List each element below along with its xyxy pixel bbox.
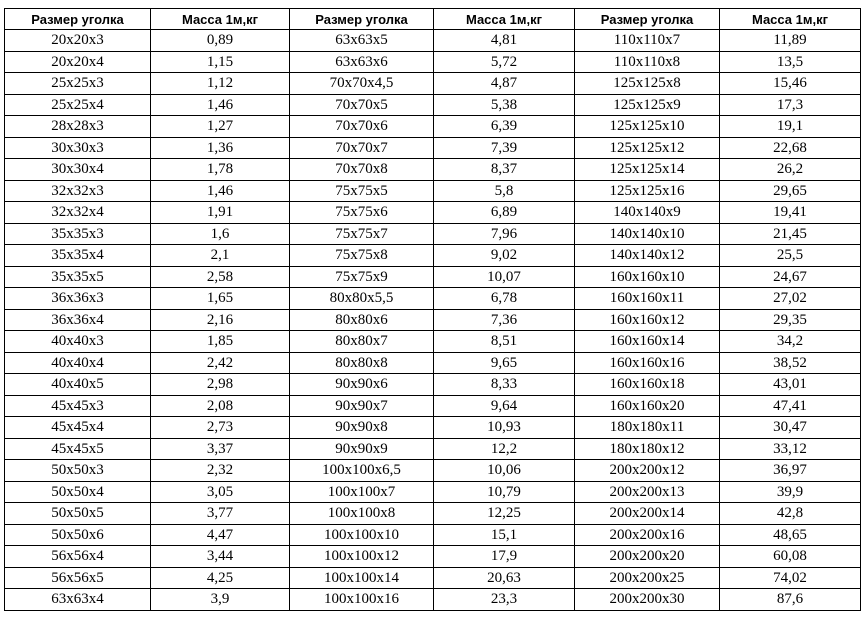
cell-mass-3: 27,02	[720, 288, 861, 310]
cell-size-1: 25x25x4	[5, 94, 151, 116]
cell-mass-2: 5,8	[434, 180, 575, 202]
cell-size-1: 35x35x4	[5, 245, 151, 267]
table-row	[5, 180, 861, 202]
cell-mass-1: 3,9	[151, 589, 290, 611]
cell-mass-3: 21,45	[720, 223, 861, 245]
cell-size-2: 70x70x7	[290, 137, 434, 159]
cell-mass-2: 7,96	[434, 223, 575, 245]
cell-mass-2: 17,9	[434, 546, 575, 568]
cell-size-1: 28x28x3	[5, 116, 151, 138]
cell-mass-2: 8,33	[434, 374, 575, 396]
cell-size-3: 160x160x20	[575, 395, 720, 417]
table-row	[5, 73, 861, 95]
cell-mass-3: 38,52	[720, 352, 861, 374]
cell-size-1: 50x50x3	[5, 460, 151, 482]
cell-mass-2: 9,64	[434, 395, 575, 417]
cell-mass-1: 4,47	[151, 524, 290, 546]
cell-size-2: 75x75x8	[290, 245, 434, 267]
cell-mass-2: 6,89	[434, 202, 575, 224]
table-row	[5, 503, 861, 525]
cell-mass-3: 15,46	[720, 73, 861, 95]
cell-mass-1: 3,77	[151, 503, 290, 525]
table-row	[5, 266, 861, 288]
cell-size-3: 125x125x12	[575, 137, 720, 159]
table-row	[5, 438, 861, 460]
cell-mass-2: 9,02	[434, 245, 575, 267]
cell-size-2: 70x70x5	[290, 94, 434, 116]
cell-mass-1: 0,89	[151, 30, 290, 52]
cell-mass-3: 17,3	[720, 94, 861, 116]
cell-mass-3: 42,8	[720, 503, 861, 525]
cell-size-3: 140x140x9	[575, 202, 720, 224]
cell-size-2: 80x80x6	[290, 309, 434, 331]
cell-size-2: 80x80x5,5	[290, 288, 434, 310]
cell-size-2: 70x70x4,5	[290, 73, 434, 95]
table-row	[5, 202, 861, 224]
cell-mass-1: 2,1	[151, 245, 290, 267]
cell-size-1: 50x50x4	[5, 481, 151, 503]
header-size-1: Размер уголка	[5, 9, 151, 30]
cell-size-2: 100x100x10	[290, 524, 434, 546]
table-row	[5, 524, 861, 546]
table-row	[5, 567, 861, 589]
cell-size-1: 40x40x4	[5, 352, 151, 374]
cell-size-2: 100x100x8	[290, 503, 434, 525]
cell-mass-1: 2,73	[151, 417, 290, 439]
cell-size-2: 80x80x8	[290, 352, 434, 374]
cell-mass-1: 1,46	[151, 180, 290, 202]
cell-size-2: 75x75x7	[290, 223, 434, 245]
cell-mass-2: 10,79	[434, 481, 575, 503]
cell-size-3: 125x125x14	[575, 159, 720, 181]
table-row	[5, 417, 861, 439]
cell-size-1: 32x32x4	[5, 202, 151, 224]
cell-mass-1: 2,32	[151, 460, 290, 482]
cell-size-3: 200x200x14	[575, 503, 720, 525]
table-row	[5, 589, 861, 611]
cell-mass-3: 39,9	[720, 481, 861, 503]
cell-mass-1: 3,05	[151, 481, 290, 503]
cell-mass-3: 24,67	[720, 266, 861, 288]
cell-size-3: 110x110x7	[575, 30, 720, 52]
table-row	[5, 460, 861, 482]
cell-size-3: 125x125x16	[575, 180, 720, 202]
cell-size-2: 100x100x12	[290, 546, 434, 568]
cell-size-3: 140x140x10	[575, 223, 720, 245]
cell-size-1: 45x45x4	[5, 417, 151, 439]
cell-mass-2: 5,38	[434, 94, 575, 116]
cell-size-1: 25x25x3	[5, 73, 151, 95]
cell-size-1: 63x63x4	[5, 589, 151, 611]
cell-mass-2: 4,87	[434, 73, 575, 95]
cell-mass-3: 43,01	[720, 374, 861, 396]
steel-angle-weight-table	[4, 8, 861, 611]
table-row	[5, 331, 861, 353]
cell-mass-2: 8,37	[434, 159, 575, 181]
cell-mass-3: 29,65	[720, 180, 861, 202]
cell-size-2: 90x90x7	[290, 395, 434, 417]
cell-size-1: 56x56x4	[5, 546, 151, 568]
cell-size-3: 110x110x8	[575, 51, 720, 73]
cell-mass-3: 60,08	[720, 546, 861, 568]
header-size-3: Размер уголка	[575, 9, 720, 30]
cell-mass-2: 10,07	[434, 266, 575, 288]
cell-size-3: 200x200x20	[575, 546, 720, 568]
cell-mass-3: 25,5	[720, 245, 861, 267]
cell-size-1: 36x36x4	[5, 309, 151, 331]
cell-mass-3: 33,12	[720, 438, 861, 460]
cell-size-2: 90x90x9	[290, 438, 434, 460]
cell-mass-1: 1,91	[151, 202, 290, 224]
cell-mass-2: 9,65	[434, 352, 575, 374]
table-row	[5, 288, 861, 310]
cell-size-2: 70x70x8	[290, 159, 434, 181]
cell-size-1: 40x40x3	[5, 331, 151, 353]
cell-mass-3: 34,2	[720, 331, 861, 353]
header-mass-2: Масса 1м,кг	[434, 9, 575, 30]
cell-size-2: 63x63x6	[290, 51, 434, 73]
cell-mass-2: 4,81	[434, 30, 575, 52]
table-row	[5, 94, 861, 116]
cell-mass-3: 87,6	[720, 589, 861, 611]
cell-mass-1: 1,27	[151, 116, 290, 138]
cell-size-3: 160x160x11	[575, 288, 720, 310]
cell-mass-2: 8,51	[434, 331, 575, 353]
cell-size-2: 75x75x6	[290, 202, 434, 224]
cell-size-1: 50x50x6	[5, 524, 151, 546]
header-size-2: Размер уголка	[290, 9, 434, 30]
cell-mass-1: 2,16	[151, 309, 290, 331]
cell-size-2: 100x100x16	[290, 589, 434, 611]
cell-mass-2: 6,39	[434, 116, 575, 138]
cell-size-1: 20x20x3	[5, 30, 151, 52]
cell-mass-3: 29,35	[720, 309, 861, 331]
cell-size-1: 45x45x3	[5, 395, 151, 417]
cell-mass-1: 2,58	[151, 266, 290, 288]
table-row	[5, 159, 861, 181]
table-row	[5, 116, 861, 138]
cell-mass-2: 5,72	[434, 51, 575, 73]
cell-mass-1: 1,15	[151, 51, 290, 73]
cell-mass-3: 48,65	[720, 524, 861, 546]
cell-mass-1: 1,46	[151, 94, 290, 116]
cell-size-1: 56x56x5	[5, 567, 151, 589]
cell-size-1: 20x20x4	[5, 51, 151, 73]
cell-mass-3: 47,41	[720, 395, 861, 417]
table-row	[5, 137, 861, 159]
table-row	[5, 309, 861, 331]
table-row	[5, 223, 861, 245]
header-mass-1: Масса 1м,кг	[151, 9, 290, 30]
cell-mass-1: 2,42	[151, 352, 290, 374]
cell-size-3: 200x200x25	[575, 567, 720, 589]
cell-mass-2: 6,78	[434, 288, 575, 310]
cell-mass-2: 12,2	[434, 438, 575, 460]
cell-mass-1: 3,37	[151, 438, 290, 460]
cell-mass-2: 23,3	[434, 589, 575, 611]
cell-size-3: 160x160x16	[575, 352, 720, 374]
cell-size-3: 160x160x14	[575, 331, 720, 353]
cell-size-1: 36x36x3	[5, 288, 151, 310]
table-row	[5, 30, 861, 52]
cell-size-2: 90x90x8	[290, 417, 434, 439]
cell-mass-2: 20,63	[434, 567, 575, 589]
cell-mass-3: 26,2	[720, 159, 861, 181]
cell-mass-1: 4,25	[151, 567, 290, 589]
cell-size-3: 200x200x30	[575, 589, 720, 611]
cell-size-3: 180x180x11	[575, 417, 720, 439]
cell-size-1: 35x35x3	[5, 223, 151, 245]
cell-mass-1: 1,12	[151, 73, 290, 95]
cell-size-2: 75x75x5	[290, 180, 434, 202]
cell-mass-1: 2,08	[151, 395, 290, 417]
cell-mass-2: 7,36	[434, 309, 575, 331]
cell-mass-3: 19,1	[720, 116, 861, 138]
table-row	[5, 374, 861, 396]
cell-size-3: 125x125x9	[575, 94, 720, 116]
cell-size-1: 45x45x5	[5, 438, 151, 460]
header-mass-3: Масса 1м,кг	[720, 9, 861, 30]
table-row	[5, 481, 861, 503]
cell-size-1: 35x35x5	[5, 266, 151, 288]
cell-mass-1: 2,98	[151, 374, 290, 396]
cell-size-3: 125x125x10	[575, 116, 720, 138]
cell-size-1: 30x30x3	[5, 137, 151, 159]
cell-mass-1: 1,78	[151, 159, 290, 181]
cell-size-3: 160x160x18	[575, 374, 720, 396]
cell-mass-3: 30,47	[720, 417, 861, 439]
cell-mass-3: 11,89	[720, 30, 861, 52]
cell-size-3: 140x140x12	[575, 245, 720, 267]
cell-size-2: 70x70x6	[290, 116, 434, 138]
cell-size-3: 160x160x12	[575, 309, 720, 331]
cell-size-2: 100x100x14	[290, 567, 434, 589]
cell-mass-3: 36,97	[720, 460, 861, 482]
cell-size-2: 80x80x7	[290, 331, 434, 353]
table-row	[5, 245, 861, 267]
cell-size-3: 160x160x10	[575, 266, 720, 288]
cell-mass-3: 19,41	[720, 202, 861, 224]
cell-size-2: 75x75x9	[290, 266, 434, 288]
cell-mass-2: 7,39	[434, 137, 575, 159]
cell-mass-3: 13,5	[720, 51, 861, 73]
cell-mass-3: 74,02	[720, 567, 861, 589]
cell-size-3: 200x200x16	[575, 524, 720, 546]
cell-size-1: 32x32x3	[5, 180, 151, 202]
cell-size-3: 200x200x12	[575, 460, 720, 482]
cell-size-3: 180x180x12	[575, 438, 720, 460]
cell-mass-1: 1,6	[151, 223, 290, 245]
cell-mass-2: 15,1	[434, 524, 575, 546]
cell-mass-1: 1,85	[151, 331, 290, 353]
cell-size-2: 100x100x7	[290, 481, 434, 503]
cell-mass-2: 12,25	[434, 503, 575, 525]
table-body	[5, 30, 861, 611]
table-row	[5, 51, 861, 73]
cell-mass-2: 10,06	[434, 460, 575, 482]
cell-mass-3: 22,68	[720, 137, 861, 159]
cell-size-3: 125x125x8	[575, 73, 720, 95]
table-row	[5, 395, 861, 417]
cell-size-1: 50x50x5	[5, 503, 151, 525]
cell-mass-1: 1,36	[151, 137, 290, 159]
cell-mass-2: 10,93	[434, 417, 575, 439]
table-row	[5, 546, 861, 568]
cell-size-2: 90x90x6	[290, 374, 434, 396]
cell-size-3: 200x200x13	[575, 481, 720, 503]
cell-size-2: 63x63x5	[290, 30, 434, 52]
header-row	[5, 9, 861, 30]
cell-mass-1: 1,65	[151, 288, 290, 310]
table-row	[5, 352, 861, 374]
cell-mass-1: 3,44	[151, 546, 290, 568]
cell-size-2: 100x100x6,5	[290, 460, 434, 482]
cell-size-1: 40x40x5	[5, 374, 151, 396]
cell-size-1: 30x30x4	[5, 159, 151, 181]
